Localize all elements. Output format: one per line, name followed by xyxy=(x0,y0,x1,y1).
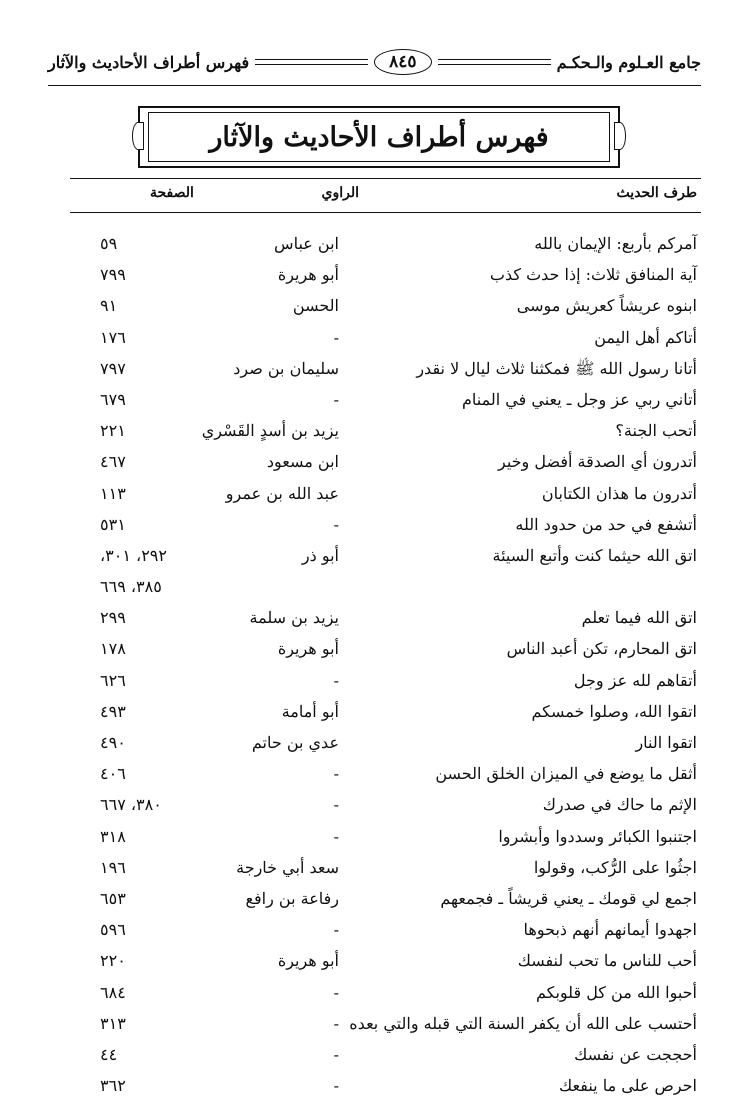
narrator-text: - xyxy=(333,670,339,690)
page-ref: ٤٦٧ xyxy=(100,452,126,472)
narrator-text: أبو هريرة xyxy=(277,265,339,285)
table-row xyxy=(0,914,749,945)
narrator-text: عبد الله بن عمرو xyxy=(225,483,339,503)
hadith-text: أحب للناس ما تحب لنفسك xyxy=(517,951,697,971)
hadith-text: اجتنبوا الكبائر وسددوا وأبشروا xyxy=(498,826,697,846)
table-row xyxy=(0,633,749,664)
table-row xyxy=(0,322,749,353)
hadith-text: اتق الله حيثما كنت وأتبع السيئة xyxy=(492,545,697,565)
page-ref: ١٧٨ xyxy=(100,639,126,659)
hadith-text: اتقوا النار xyxy=(635,733,697,752)
hadith-text: أتشفع في حد من حدود الله xyxy=(515,514,697,534)
page-ref: ٣٨٠، ٦٦٧ xyxy=(100,795,162,815)
hadith-text: ابنوه عريشاً كعريش موسى xyxy=(516,296,697,316)
hadith-text: الإثم ما حاك في صدرك xyxy=(542,795,697,815)
narrator-text: أبو هريرة xyxy=(277,951,339,971)
table-rule xyxy=(70,178,701,179)
narrator-text: - xyxy=(333,389,339,409)
narrator-text: أبو أمامة xyxy=(281,701,339,721)
hadith-text: اجثُوا على الرُّكب، وقولوا xyxy=(533,857,697,877)
table-row xyxy=(0,852,749,883)
frame-ornament xyxy=(614,122,626,150)
hadith-text: اجهدوا أيمانهم أنهم ذبحوها xyxy=(523,920,697,940)
page-ref: ٤٩٣ xyxy=(100,701,126,721)
narrator-text: - xyxy=(333,764,339,784)
running-header xyxy=(48,42,701,82)
column-header-hadith: طرف الحديث xyxy=(616,185,697,201)
table-row xyxy=(0,883,749,914)
page-ref: ٣١٣ xyxy=(100,1013,126,1033)
hadith-text: أتحب الجنة؟ xyxy=(615,421,697,441)
hadith-text: أتاكم أهل اليمن xyxy=(594,327,697,347)
table-row xyxy=(0,228,749,259)
table-rule xyxy=(70,212,701,213)
narrator-text: - xyxy=(333,826,339,846)
page-ref: ٦٢٦ xyxy=(100,670,126,690)
page-ref: ٦٨٤ xyxy=(100,982,126,1002)
hadith-text: أحبوا الله من كل قلوبكم xyxy=(535,982,697,1002)
narrator-text: يزيد بن أسدٍ القَسْري xyxy=(201,421,339,441)
page-ref: ٧٩٧ xyxy=(100,358,126,378)
header-divider-line xyxy=(255,59,368,65)
hadith-text: اجمع لي قومك ـ يعني قريشاً ـ فجمعهم xyxy=(440,888,697,908)
page-ref: ٢٩٩ xyxy=(100,608,126,628)
narrator-text: - xyxy=(333,1013,339,1033)
table-row xyxy=(0,602,749,633)
hadith-text: اتق المحارم، تكن أعبد الناس xyxy=(506,639,697,659)
table-row xyxy=(0,384,749,415)
narrator-text: سعد أبي خارجة xyxy=(236,857,339,877)
table-row xyxy=(0,290,749,321)
table-row xyxy=(0,571,749,602)
page-ref: ٢٢٠ xyxy=(100,951,126,971)
hadith-text: احرص على ما ينفعك xyxy=(559,1076,697,1096)
hadith-text: أتدرون ما هذان الكتابان xyxy=(541,483,697,503)
frame-ornament xyxy=(132,122,144,150)
narrator-text: - xyxy=(333,1076,339,1096)
table-row xyxy=(0,1008,749,1039)
index-table xyxy=(0,228,749,1101)
page-ref: ٩١ xyxy=(100,296,118,316)
narrator-text: ابن مسعود xyxy=(266,452,339,472)
table-row xyxy=(0,789,749,820)
header-rule xyxy=(48,85,701,86)
title-frame xyxy=(138,106,620,168)
hadith-text: أتاني ربي عز وجل ـ يعني في المنام xyxy=(462,389,697,409)
table-row xyxy=(0,478,749,509)
table-row xyxy=(0,1039,749,1070)
table-row xyxy=(0,540,749,571)
hadith-text: آية المنافق ثلاث: إذا حدث كذب xyxy=(489,265,697,285)
page-ref: ١١٣ xyxy=(100,483,126,503)
table-row xyxy=(0,1070,749,1101)
hadith-text: أحججت عن نفسك xyxy=(574,1044,697,1064)
hadith-text: أحتسب على الله أن يكفر السنة التي قبله والتي بعده xyxy=(349,1013,697,1033)
page-ref: ٤٠٦ xyxy=(100,764,126,784)
table-row xyxy=(0,758,749,789)
narrator-text: - xyxy=(333,982,339,1002)
hadith-text: أثقل ما يوضع في الميزان الخلق الحسن xyxy=(435,764,697,784)
table-row xyxy=(0,696,749,727)
page-ref: ٢٩٢، ٣٠١، xyxy=(100,545,167,565)
page-ref: ١٩٦ xyxy=(100,857,126,877)
page-ref: ٢٢١ xyxy=(100,421,126,441)
table-row xyxy=(0,259,749,290)
narrator-text: أبو ذر xyxy=(301,545,339,565)
table-row xyxy=(0,665,749,696)
page-ref: ١٧٦ xyxy=(100,327,126,347)
index-title: فهرس أطراف الأحاديث والآثار xyxy=(209,121,549,153)
page-ref: ٦٥٣ xyxy=(100,888,126,908)
hadith-text: آمركم بأربع: الإيمان بالله xyxy=(534,234,697,253)
column-header-rawi: الراوي xyxy=(321,185,359,201)
table-row xyxy=(0,415,749,446)
table-row xyxy=(0,509,749,540)
page-ref: ٣١٨ xyxy=(100,826,126,846)
narrator-text: يزيد بن سلمة xyxy=(249,608,339,628)
narrator-text: عدي بن حاتم xyxy=(251,733,339,752)
narrator-text: - xyxy=(333,1044,339,1064)
narrator-text: - xyxy=(333,327,339,347)
hadith-text: اتقوا الله، وصلوا خمسكم xyxy=(531,701,697,721)
page-ref: ٤٩٠ xyxy=(100,733,126,752)
narrator-text: أبو هريرة xyxy=(277,639,339,659)
book-title: جامع العـلوم والـحكـم xyxy=(556,52,701,72)
narrator-text: - xyxy=(333,514,339,534)
table-row xyxy=(0,945,749,976)
hadith-text: أتدرون أي الصدقة أفضل وخير xyxy=(498,452,697,472)
page-ref: ٧٩٩ xyxy=(100,265,126,285)
narrator-text: ابن عباس xyxy=(274,234,339,253)
table-row xyxy=(0,977,749,1008)
hadith-text: أتانا رسول الله ﷺ فمكثنا ثلاث ليال لا نقدر xyxy=(416,358,697,378)
page-ref: ٣٨٥، ٦٦٩ xyxy=(100,577,162,597)
table-row xyxy=(0,446,749,477)
table-row xyxy=(0,353,749,384)
narrator-text: سليمان بن صرد xyxy=(233,358,339,378)
page-ref: ٦٧٩ xyxy=(100,389,126,409)
table-row xyxy=(0,821,749,852)
page-ref: ٥٩٦ xyxy=(100,920,126,940)
narrator-text: الحسن xyxy=(292,296,339,316)
table-row xyxy=(0,727,749,758)
page-ref: ٥٩ xyxy=(100,234,118,253)
page-ref: ٤٤ xyxy=(100,1044,118,1064)
narrator-text: - xyxy=(333,795,339,815)
hadith-text: أتقاهم لله عز وجل xyxy=(573,670,697,690)
page-number: ٨٤٥ xyxy=(374,49,431,75)
page-ref: ٥٣١ xyxy=(100,514,126,534)
hadith-text: اتق الله فيما تعلم xyxy=(581,608,697,628)
section-title: فهرس أطراف الأحاديث والآثار xyxy=(48,52,250,72)
page-ref: ٣٦٢ xyxy=(100,1076,126,1096)
narrator-text: - xyxy=(333,920,339,940)
header-divider-line xyxy=(438,59,551,65)
narrator-text: رفاعة بن رافع xyxy=(245,888,339,908)
column-header-page: الصفحة xyxy=(150,185,194,201)
